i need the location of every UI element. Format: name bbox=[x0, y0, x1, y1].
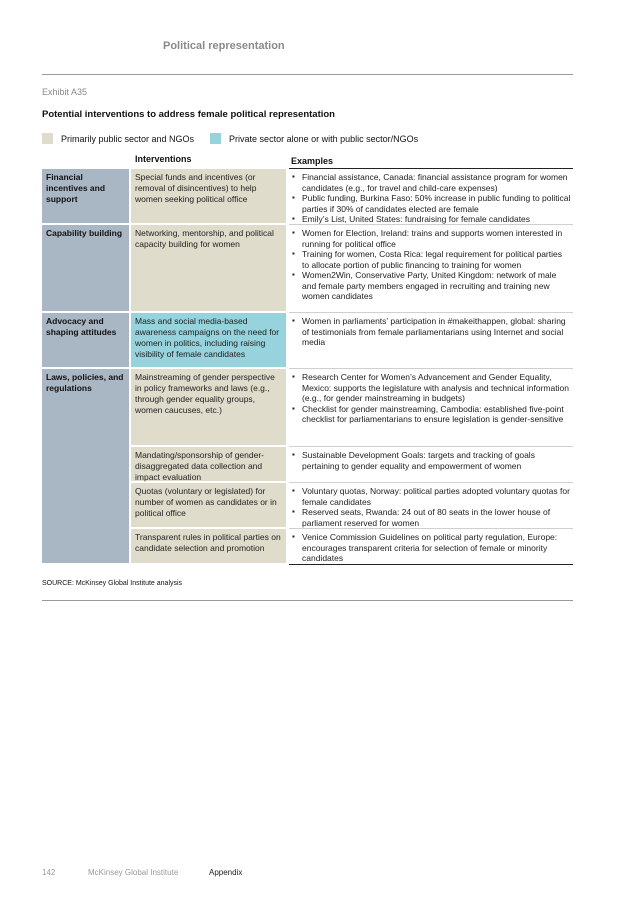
intervention-cell: Special funds and incentives (or removal of disincentives) to help women seeking political office bbox=[131, 169, 286, 223]
example-item: ▪ Sustainable Development Goals: targets and tracking of goals pertaining to gender equality and empowerment of women bbox=[291, 450, 571, 471]
example-item: ▪ Women2Win, Conservative Party, United Kingdom: network of male and female party members engaged in recruiting and training new women candidates bbox=[291, 270, 571, 302]
footer-divider bbox=[42, 600, 573, 601]
category-advocacy: Advocacy and shaping attitudes bbox=[42, 313, 129, 367]
legend-private-label: Private sector alone or with public sector/NGOs bbox=[229, 133, 419, 144]
examples-cell bbox=[289, 313, 573, 369]
section-title: Political representation bbox=[163, 40, 285, 52]
category-capability: Capability building bbox=[42, 225, 129, 311]
intervention-cell: Mainstreaming of gender perspective in policy frameworks and laws (e.g., through gender equality groups, women caucuses, etc.) bbox=[131, 369, 286, 445]
examples-cell bbox=[289, 169, 573, 225]
footer-section: Appendix bbox=[209, 868, 243, 877]
column-header-interventions: Interventions bbox=[135, 154, 192, 164]
category-laws: Laws, policies, and regulations bbox=[42, 369, 129, 563]
example-item: ▪ Financial assistance, Canada: financial assistance program for women candidates (e.g., for travel and child-care expenses) bbox=[291, 172, 571, 193]
example-item: ▪ Women in parliaments’ participation in #makeithappen, global: sharing of testimonials from female parliamentarians using Internet and social media bbox=[291, 316, 571, 348]
exhibit-label: Exhibit A35 bbox=[42, 87, 88, 97]
exhibit-title: Potential interventions to address female political representation bbox=[42, 109, 335, 120]
intervention-cell: Mass and social media-based awareness campaigns on the need for women in politics, including raising visibility of female candidates bbox=[131, 313, 286, 367]
page-number: 142 bbox=[42, 868, 56, 877]
category-financial: Financial incentives and support bbox=[42, 169, 129, 223]
legend-public-label: Primarily public sector and NGOs bbox=[61, 133, 195, 144]
column-header-examples: Examples bbox=[291, 156, 334, 166]
example-item: ▪ Venice Commission Guidelines on political party regulation, Europe: encourages transparent criteria for selection of female or minority candidates bbox=[291, 532, 571, 564]
example-item: ▪ Emily’s List, United States: fundraising for female candidates bbox=[291, 214, 571, 225]
footer-organization: McKinsey Global Institute bbox=[88, 868, 179, 877]
intervention-cell: Networking, mentorship, and political capacity building for women bbox=[131, 225, 286, 311]
example-item: ▪ Reserved seats, Rwanda: 24 out of 80 seats in the lower house of parliament reserved for women bbox=[291, 507, 571, 528]
legend-public-swatch bbox=[42, 133, 53, 144]
header-divider bbox=[42, 74, 573, 75]
intervention-cell: Quotas (voluntary or legislated) for number of women as candidates or in political office bbox=[131, 483, 286, 527]
source-note: SOURCE: McKinsey Global Institute analysis bbox=[42, 580, 183, 587]
intervention-cell: Mandating/sponsorship of gender-disaggregated data collection and impact evaluation bbox=[131, 447, 286, 481]
examples-cell bbox=[289, 447, 573, 483]
example-item: ▪ Checklist for gender mainstreaming, Cambodia: established five-point checklist for parliamentarians to ensure legislation is gender-sensitive bbox=[291, 404, 571, 425]
example-item: ▪ Public funding, Burkina Faso: 50% increase in public funding to political parties if 30% of candidates elected are female bbox=[291, 193, 571, 214]
examples-cell bbox=[289, 529, 573, 565]
example-item: ▪ Women for Election, Ireland: trains and supports women interested in running for political office bbox=[291, 228, 571, 249]
intervention-cell: Transparent rules in political parties on candidate selection and promotion bbox=[131, 529, 286, 563]
example-item: ▪ Voluntary quotas, Norway: political parties adopted voluntary quotas for female candidates bbox=[291, 486, 571, 507]
example-item: ▪ Training for women, Costa Rica: legal requirement for political parties to allocate portion of public financing to training for women bbox=[291, 249, 571, 270]
examples-cell bbox=[289, 483, 573, 529]
legend-private-swatch bbox=[210, 133, 221, 144]
example-item: ▪ Research Center for Women’s Advancement and Gender Equality, Mexico: supports the legislature with analysis and technical information (e.g., for gender mainstreaming in budgets) bbox=[291, 372, 571, 404]
examples-cell bbox=[289, 225, 573, 313]
legend bbox=[42, 133, 418, 144]
examples-cell bbox=[289, 369, 573, 447]
